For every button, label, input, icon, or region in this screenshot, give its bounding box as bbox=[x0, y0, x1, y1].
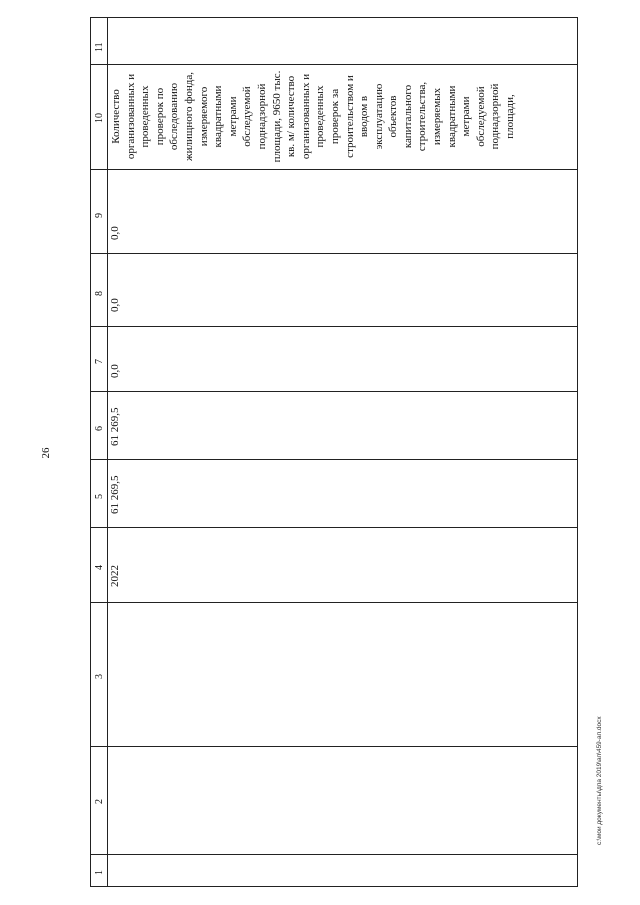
col-divider-7-8 bbox=[91, 326, 577, 327]
col-divider-3-4 bbox=[91, 602, 577, 603]
column-number-1: 1 bbox=[94, 870, 105, 875]
cell-col9-value: 0,0 bbox=[109, 226, 121, 240]
cell-col6-value: 61 269,5 bbox=[109, 407, 121, 446]
col-divider-1-2 bbox=[91, 854, 577, 855]
column-number-10: 10 bbox=[94, 113, 105, 123]
cell-col4-value: 2022 bbox=[109, 565, 121, 587]
program-table bbox=[90, 17, 578, 887]
col-divider-9-10 bbox=[91, 169, 577, 170]
cell-col5-value: 61 269,5 bbox=[109, 475, 121, 514]
column-number-9: 9 bbox=[94, 213, 105, 218]
col-divider-8-9 bbox=[91, 253, 577, 254]
cell-col10-indicator-text: Количество организованных и проведенных проверок по обследованию жилищного фонда, измеряемого квадратными метрами обследуемой поднадзорной площади, 9650 тыс. кв. м/ количество организованных и проведенных проверок за строительством и вводом в эксплуатацию объектов капитального строительства, измеряемых квадратными метрами обследуемой поднадзорной площади, bbox=[110, 70, 517, 163]
column-number-11: 11 bbox=[94, 42, 105, 52]
column-number-2: 2 bbox=[94, 799, 105, 804]
column-number-3: 3 bbox=[94, 674, 105, 679]
column-number-6: 6 bbox=[94, 426, 105, 431]
col-divider-2-3 bbox=[91, 746, 577, 747]
cell-col7-value: 0,0 bbox=[109, 364, 121, 378]
col-divider-4-5 bbox=[91, 527, 577, 528]
page-number: 26 bbox=[40, 447, 52, 459]
cell-col8-value: 0,0 bbox=[109, 298, 121, 312]
col-divider-6-7 bbox=[91, 391, 577, 392]
footer-file-path: c:\мои документы\дпа 2019\ап\459-ап.docx bbox=[596, 716, 603, 845]
column-number-8: 8 bbox=[94, 291, 105, 296]
column-number-5: 5 bbox=[94, 494, 105, 499]
col-divider-10-11 bbox=[91, 64, 577, 65]
column-number-7: 7 bbox=[94, 359, 105, 364]
col-divider-5-6 bbox=[91, 459, 577, 460]
column-number-4: 4 bbox=[94, 565, 105, 570]
header-divider bbox=[107, 18, 108, 886]
